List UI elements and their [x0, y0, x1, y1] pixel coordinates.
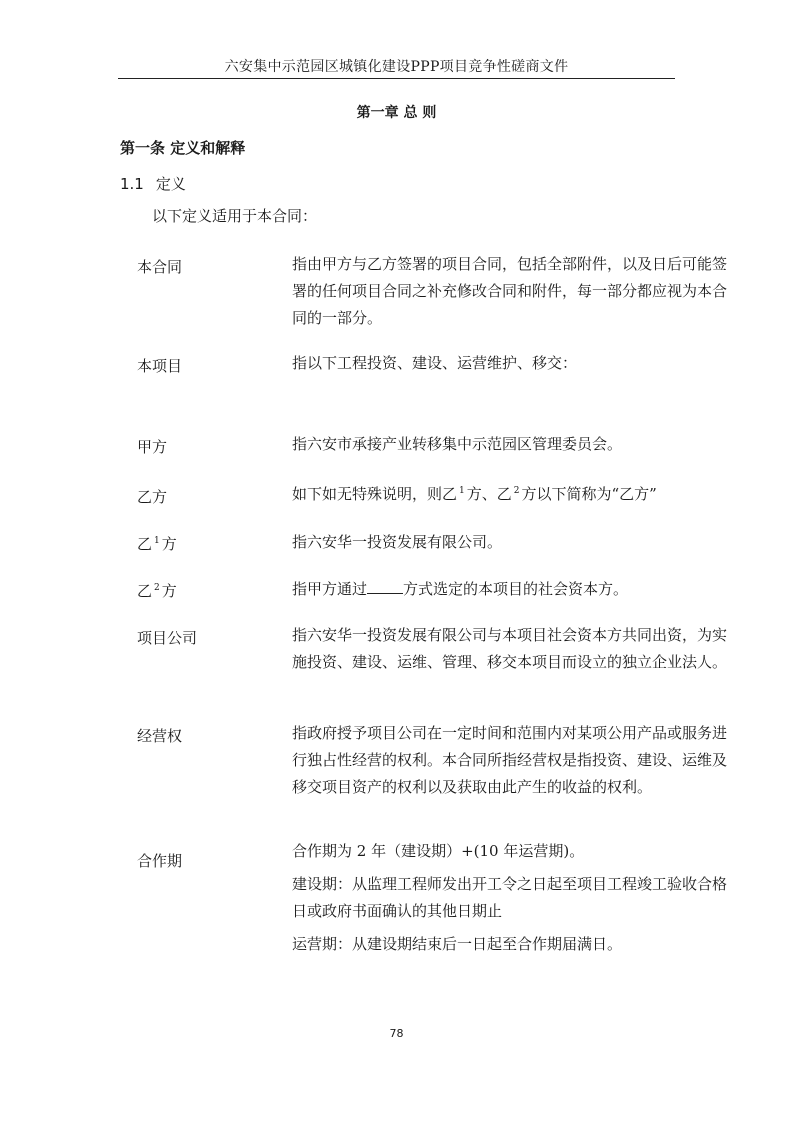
definition-party-b-text	[292, 481, 732, 508]
term-party-a: 甲方	[137, 438, 168, 456]
term-project: 本项目	[137, 357, 183, 375]
party-b-superscript-2: 2	[513, 486, 520, 496]
term-franchise: 经营权	[137, 727, 183, 745]
definition-project-company-text: 指六安华一投资发展有限公司与本项目社会资本方共同出资，为实施投资、建设、运维、管理、移交本项目而设立的独立企业法人。	[292, 626, 728, 671]
definition-cooperation-period	[292, 838, 732, 966]
party-b2-text-before: 指甲方通过	[292, 580, 368, 598]
section-heading	[120, 173, 186, 194]
definition-project-company	[292, 622, 732, 684]
term-party-b2-main: 乙	[137, 582, 153, 600]
chapter-title: 第一章 总 则	[356, 105, 437, 121]
definition-franchise	[292, 720, 732, 809]
term-party-b1-main: 乙	[137, 535, 153, 553]
definition-party-b	[292, 481, 732, 516]
document-header-title: 六安集中示范园区城镇化建设PPP项目竞争性磋商文件	[224, 59, 569, 75]
definition-project	[292, 350, 732, 385]
header-divider	[118, 78, 675, 79]
party-b-text-part-2: 方、乙	[466, 485, 512, 503]
definition-project-text: 指以下工程投资、建设、运营维护、移交：	[292, 354, 578, 372]
definition-party-a	[292, 431, 732, 466]
definition-party-b2-text	[292, 576, 732, 603]
intro-paragraph: 以下定义适用于本合同：	[152, 207, 318, 225]
construction-period-line: 建设期：从监理工程师发出开工令之日起至项目工程竣工验收合格日或政府书面确认的其他日期止	[292, 875, 728, 920]
party-b2-text-after: 方式选定的本项目的社会资本方。	[403, 580, 629, 598]
page-number: 78	[389, 1027, 404, 1040]
term-party-b1	[137, 533, 177, 554]
party-b-text-part-3: 方以下简称为“乙方”	[521, 485, 657, 503]
operation-period-line: 运营期：从建设期结束后一日起至合作期届满日。	[292, 935, 623, 953]
term-party-b2	[137, 580, 177, 601]
definition-party-b1	[292, 529, 732, 564]
definition-party-a-text: 指六安市承接产业转移集中示范园区管理委员会。	[292, 435, 623, 453]
cooperation-period-line-1: 合作期为 2 年（建设期）+(10 年运营期)。	[292, 842, 585, 860]
section-number: 1.1	[120, 175, 144, 193]
definition-franchise-text: 指政府授予项目公司在一定时间和范围内对某项公用产品或服务进行独占性经营的权利。本合同所指经营权是指投资、建设、运维及移交项目资产的权利以及获取由此产生的收益的权利。	[292, 724, 728, 796]
term-cooperation-period: 合作期	[137, 852, 183, 870]
section-title: 定义	[155, 175, 186, 193]
definition-contract	[292, 251, 732, 340]
fill-in-blank[interactable]	[367, 579, 403, 594]
term-party-b: 乙方	[137, 488, 168, 506]
term-contract: 本合同	[137, 258, 183, 276]
term-project-company: 项目公司	[137, 629, 198, 647]
party-b-text-part-1: 如下如无特殊说明，则乙	[292, 485, 458, 503]
definition-party-b1-text: 指六安华一投资发展有限公司。	[292, 533, 503, 551]
term-party-b2-end: 方	[161, 582, 177, 600]
term-party-b1-sup: 1	[154, 536, 160, 546]
term-party-b1-end: 方	[161, 535, 177, 553]
definition-party-b2	[292, 576, 732, 611]
term-party-b2-sup: 2	[154, 583, 160, 593]
definition-contract-text: 指由甲方与乙方签署的项目合同，包括全部附件，以及日后可能签署的任何项目合同之补充修改合同和附件，每一部分都应视为本合同的一部分。	[292, 255, 728, 327]
party-b-superscript-1: 1	[459, 486, 465, 496]
article-title: 第一条 定义和解释	[120, 139, 246, 157]
